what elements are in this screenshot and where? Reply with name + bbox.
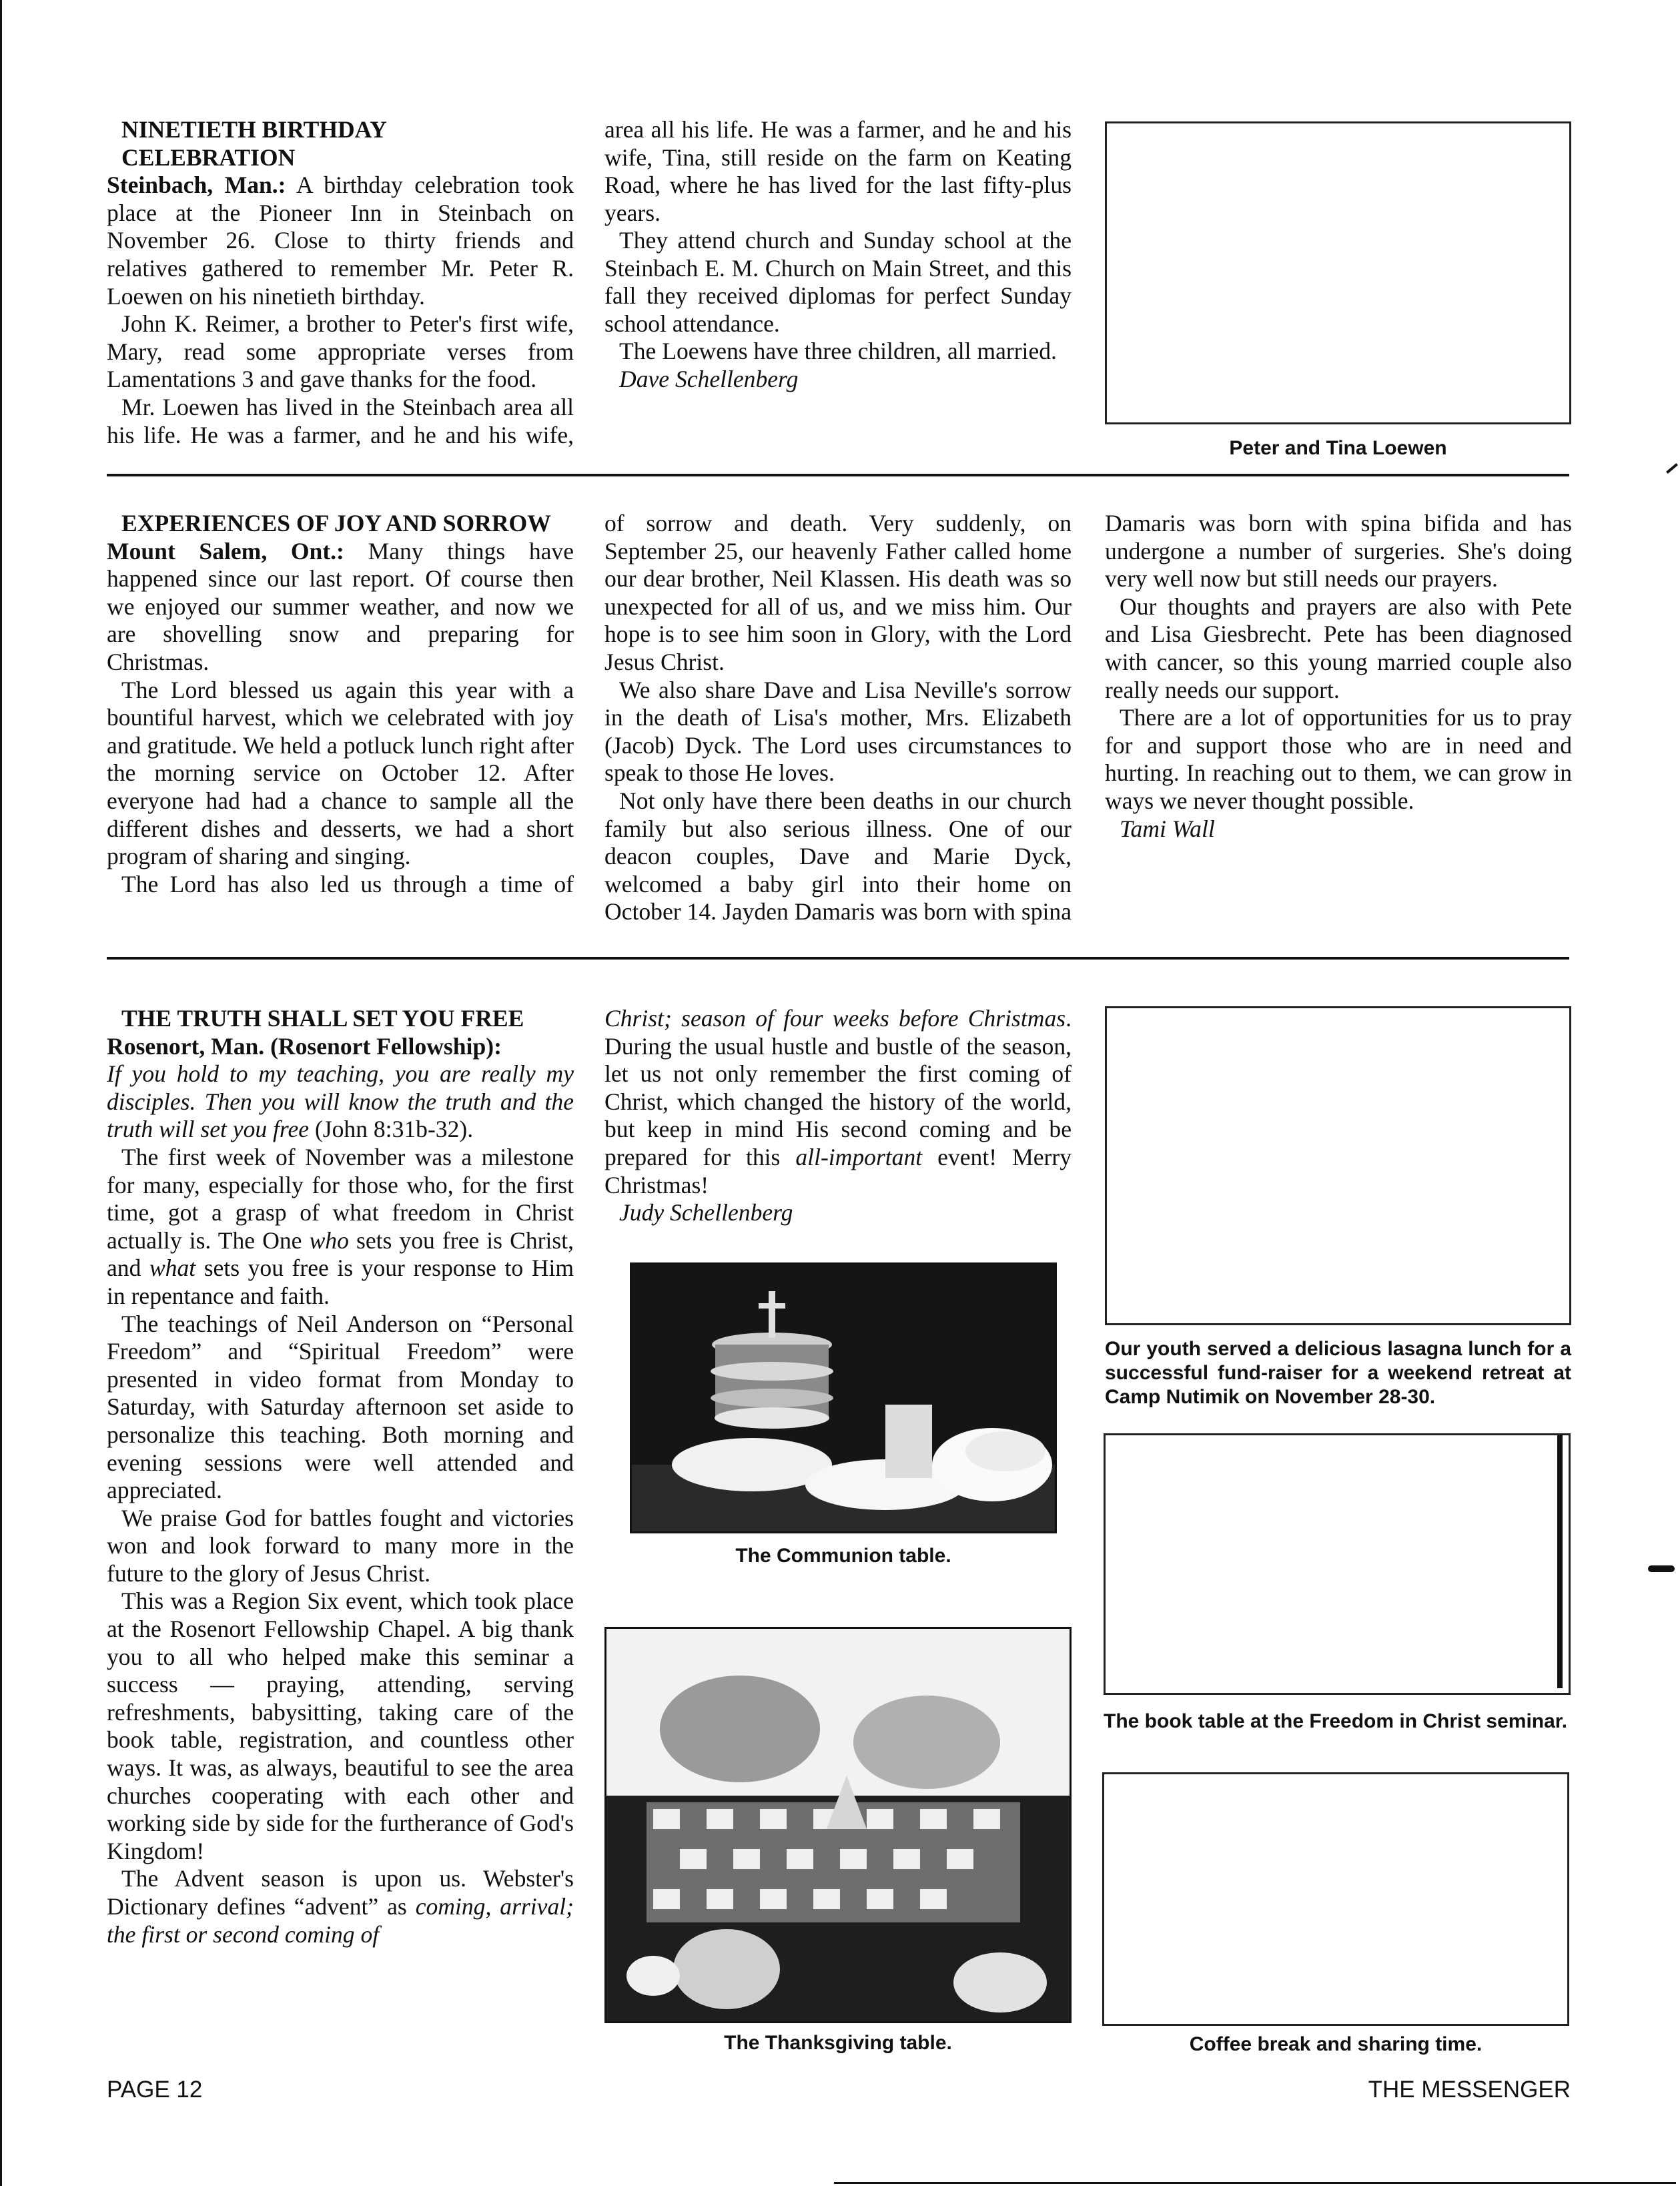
article3-paragraph2: The teachings of Neil Anderson on “Personal Freedom” and “Spiritual Freedom” were presented in video format from Monday to Saturday, with Saturday afternoon set aside to personalize this teaching. Both morning and evening sessions were well attended and appreciated. — [107, 1310, 574, 1504]
article2-location: Mount Salem, Ont.: — [107, 537, 344, 565]
article3-column1 — [107, 1005, 574, 1948]
article3-title: THE TRUTH SHALL SET YOU FREE — [121, 1005, 524, 1032]
article1-paragraph4: They attend church and Sunday school at the Steinbach E. M. Church on Main Street, and this fall they received diplomas for perfect Sunday school attendance. — [604, 227, 1072, 337]
article1-paragraph5: The Loewens have three children, all married. — [619, 338, 1057, 365]
article3-paragraph1b: sets you free is Christ, and — [107, 1226, 574, 1282]
bottom-rule — [834, 2182, 1676, 2184]
article2-paragraph3: The Lord has also led us through a time of — [121, 870, 574, 897]
article2-title: EXPERIENCES OF JOY AND SORROW — [121, 510, 551, 536]
article3-signature: Judy Schellenberg — [619, 1199, 793, 1226]
article3-paragraph3: We praise God for battles fought and victories won and look forward to many more in the future to the glory of Jesus Christ. — [107, 1504, 574, 1587]
coffee-break-caption: Coffee break and sharing time. — [1189, 2033, 1483, 2055]
article1-signature: Dave Schellenberg — [619, 365, 799, 392]
article3-word-who: who — [309, 1226, 349, 1254]
book-table-photo-frame — [1104, 1433, 1571, 1695]
article3-paragraph5a: The Advent season is upon us. Webster's Dictionary defines “advent” as — [107, 1865, 574, 1920]
article3-paragraph1c: sets you free is your response to Him in repentance and faith. — [107, 1254, 574, 1309]
thanksgiving-table-photo — [604, 1627, 1072, 2023]
youth-lunch-photo-frame — [1105, 1006, 1571, 1325]
thanksgiving-caption: The Thanksgiving table. — [724, 2032, 952, 2054]
article2-paragraph3-continued: of sorrow and death. Very suddenly, on September 25, our heavenly Father called home our dear brother, Neil Klassen. His death was so unexpected for all of us, and we miss him. Our hope is to see him soon in Glory, with the Lord Jesus Christ. — [604, 510, 1072, 675]
communion-caption: The Communion table. — [735, 1545, 951, 1567]
book-table-caption: The book table at the Freedom in Christ seminar. — [1104, 1710, 1568, 1732]
coffee-break-photo-frame — [1102, 1772, 1569, 2026]
article3-word-all-important: all-important — [795, 1143, 923, 1170]
publication-name: THE MESSENGER — [1368, 2077, 1571, 2103]
article1-column2 — [604, 116, 1072, 394]
divider-1 — [107, 474, 1569, 476]
thanksgiving-table-illustration — [606, 1629, 1072, 2023]
page-number: PAGE 12 — [107, 2077, 203, 2103]
article2-column1 — [107, 510, 574, 898]
article2-paragraph6: Our thoughts and prayers are also with Pete and Lisa Giesbrecht. Pete has been diagnosed with cancer, so this young married couple also really needs our support. — [1105, 593, 1572, 703]
article2-paragraph5-continued: Damaris was born with spina bifida and has undergone a number of surgeries. She's doing very well now but still needs our prayers. — [1105, 510, 1572, 593]
article3-column2 — [604, 1005, 1072, 1227]
article2-paragraph7: There are a lot of opportunities for us to pray for and support those who are in need and hurting. In reaching out to them, we can grow in ways we never thought possible. — [1105, 704, 1572, 814]
article1-title-line1: NINETIETH BIRTHDAY — [121, 116, 387, 143]
article3-advent-definition-continued: Christ; season of four weeks before Christmas — [604, 1005, 1066, 1032]
article1-paragraph3-continued: area all his life. He was a farmer, and he and his wife, Tina, still reside on the farm on Keating Road, where he has lived for the last fifty-plus years. — [604, 116, 1072, 226]
article3-paragraph5b: . During the usual hustle and bustle of the season, let us not only remember the first coming of Christ, which changed the history of the world, but keep in mind His second coming and be prepared for this — [604, 1005, 1072, 1170]
article1-paragraph3: Mr. Loewen has lived in the Steinbach area all his life. He was a farmer, and he and his wife, — [107, 393, 574, 448]
article3-location: Rosenort, Man. (Rosenort Fellowship): — [107, 1032, 502, 1060]
article2-paragraph4: We also share Dave and Lisa Neville's sorrow in the death of Lisa's mother, Mrs. Elizabeth (Jacob) Dyck. The Lord uses circumstances to speak to those He loves. — [604, 676, 1072, 787]
divider-2 — [107, 957, 1569, 960]
communion-table-illustration — [632, 1264, 1057, 1533]
article1-paragraph2: John K. Reimer, a brother to Peter's first wife, Mary, read some appropriate verses from Lamentations 3 and gave thanks for the food. — [107, 310, 574, 393]
article3-advent-definition: coming, arrival; the first or second coming of — [107, 1893, 574, 1948]
article1-title-line2: CELEBRATION — [121, 143, 296, 171]
loewen-photo-frame — [1105, 121, 1571, 424]
article2-column3 — [1105, 510, 1572, 843]
article3-scripture-quote: If you hold to my teaching, you are really my disciples. Then you will know the truth and the truth will set you free — [107, 1060, 574, 1143]
article1-location: Steinbach, Man.: — [107, 171, 286, 199]
article3-scripture-reference: (John 8:31b-32). — [309, 1116, 474, 1143]
article2-signature: Tami Wall — [1120, 815, 1215, 842]
article3-word-what: what — [149, 1254, 196, 1282]
communion-table-photo — [630, 1262, 1057, 1533]
article2-column2 — [604, 510, 1072, 926]
article2-paragraph5: Not only have there been deaths in our church family but also serious illness. One of our deacon couples, Dave and Marie Dyck, welcomed a baby girl into their home on October 14. Jayden Damaris was born with spina — [604, 787, 1072, 926]
article3-paragraph5c: event! Merry Christmas! — [604, 1143, 1072, 1198]
article2-paragraph2: The Lord blessed us again this year with a bountiful harvest, which we celebrated with joy and gratitude. We held a potluck lunch right after the morning service on October 12. After everyone had had a chance to sample all the different dishes and desserts, we had a short program of sharing and singing. — [107, 676, 574, 870]
article1-paragraph1: A birthday celebration took place at the Pioneer Inn in Steinbach on November 26. Close to thirty friends and relatives gathered to remember Mr. Peter R. Loewen on his ninetieth birthday. — [107, 171, 574, 310]
article1-column1 — [107, 116, 574, 449]
margin-tick-mark — [1666, 463, 1678, 474]
youth-lunch-caption: Our youth served a delicious lasagna lunch for a successful fund-raiser for a weekend retreat at Camp Nutimik on November 28-30. — [1105, 1338, 1571, 1408]
article2-paragraph1: Many things have happened since our last report. Of course then we enjoyed our summer weather, and now we are shovelling snow and preparing for Christmas. — [107, 537, 574, 675]
left-margin-line — [0, 0, 2, 2186]
article3-paragraph4: This was a Region Six event, which took place at the Rosenort Fellowship Chapel. A big thank you to all who helped make this seminar a success — praying, attending, serving refreshments, babysitting, taking care of the book table, registration, and countless other ways. It was, as always, beautiful to see the area churches cooperating with each other and working side by side for the furtherance of God's Kingdom! — [107, 1587, 574, 1864]
margin-arrow-mark — [1648, 1565, 1675, 1572]
article3-paragraph1a: The first week of November was a milestone for many, especially for those who, for the first time, got a grasp of what freedom in Christ actually is. The One — [107, 1143, 574, 1254]
loewen-photo-caption: Peter and Tina Loewen — [1229, 437, 1447, 459]
book-photo-edge-mark — [1557, 1435, 1563, 1688]
